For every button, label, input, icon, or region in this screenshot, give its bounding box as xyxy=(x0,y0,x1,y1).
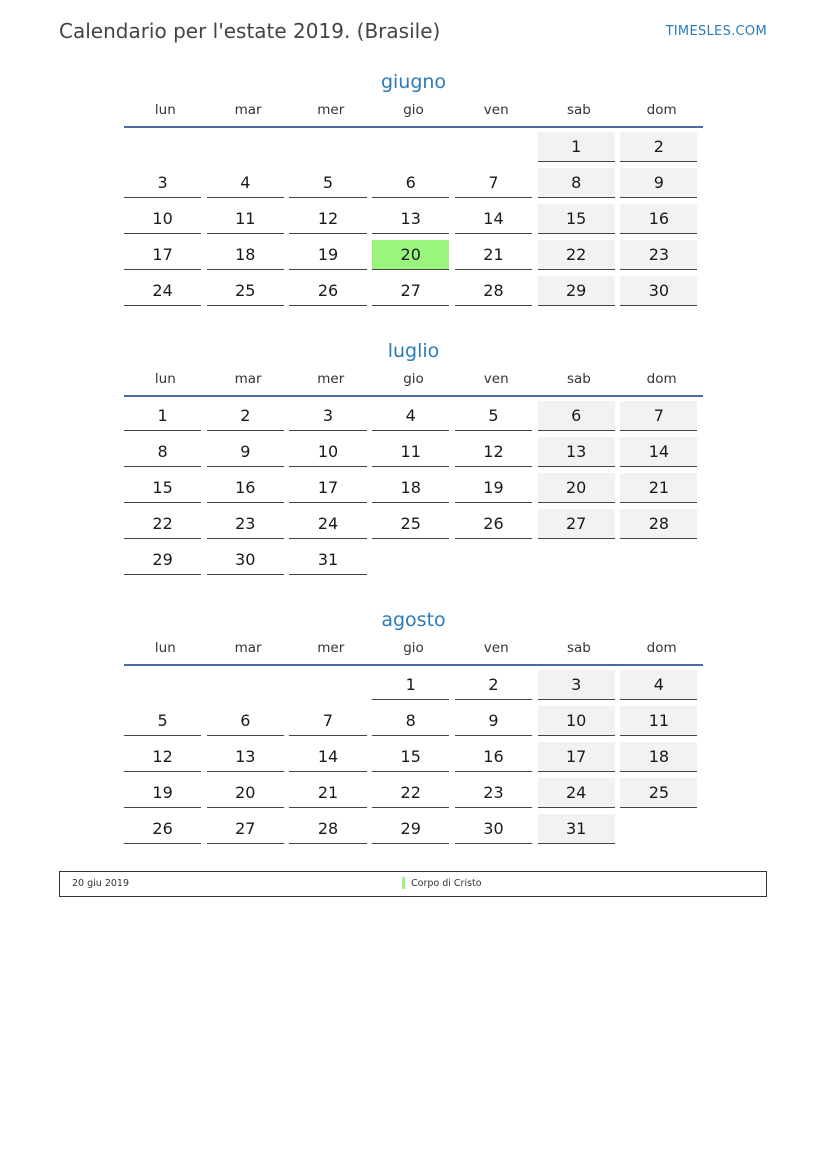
day-cell[interactable]: 14 xyxy=(455,204,532,234)
day-cell[interactable]: 1 xyxy=(124,401,201,431)
day-cell[interactable]: 2 xyxy=(455,670,532,700)
day-cell[interactable]: 20 xyxy=(372,240,449,270)
week-row xyxy=(124,473,703,509)
weekday-label: dom xyxy=(646,371,677,387)
empty-day-cell xyxy=(620,545,697,575)
holiday-legend xyxy=(59,871,767,897)
day-cell[interactable]: 7 xyxy=(289,706,366,736)
day-cell[interactable]: 17 xyxy=(538,742,615,772)
week-row xyxy=(124,204,703,240)
weekday-label: gio xyxy=(403,371,424,387)
day-cell[interactable]: 27 xyxy=(372,276,449,306)
empty-day-cell xyxy=(455,132,532,162)
day-cell[interactable]: 11 xyxy=(620,706,697,736)
day-cell[interactable]: 30 xyxy=(620,276,697,306)
empty-day-cell xyxy=(124,670,201,700)
week-row xyxy=(124,276,703,312)
day-cell[interactable]: 22 xyxy=(124,509,201,539)
week-row xyxy=(124,509,703,545)
day-cell[interactable]: 3 xyxy=(289,401,366,431)
weeks-grid xyxy=(124,397,703,581)
weekday-label: lun xyxy=(154,102,176,118)
legend-holiday-name: Corpo di Cristo xyxy=(411,878,482,889)
day-cell[interactable]: 8 xyxy=(124,437,201,467)
week-row xyxy=(124,778,703,814)
day-cell[interactable]: 25 xyxy=(372,509,449,539)
weekday-header-row xyxy=(124,100,703,128)
day-cell[interactable]: 9 xyxy=(207,437,284,467)
weekday-label: mer xyxy=(317,102,345,118)
day-cell[interactable]: 5 xyxy=(455,401,532,431)
day-cell[interactable]: 31 xyxy=(538,814,615,844)
day-cell[interactable]: 26 xyxy=(124,814,201,844)
day-cell[interactable]: 1 xyxy=(538,132,615,162)
month-luglio xyxy=(124,339,703,581)
day-cell[interactable]: 16 xyxy=(620,204,697,234)
day-cell[interactable]: 29 xyxy=(538,276,615,306)
day-cell[interactable]: 12 xyxy=(124,742,201,772)
day-cell[interactable]: 30 xyxy=(207,545,284,575)
day-cell[interactable]: 6 xyxy=(372,168,449,198)
day-cell[interactable]: 10 xyxy=(289,437,366,467)
week-row xyxy=(124,670,703,706)
day-cell[interactable]: 6 xyxy=(207,706,284,736)
weekday-label: lun xyxy=(154,371,176,387)
month-giugno xyxy=(124,70,703,312)
day-cell[interactable]: 25 xyxy=(620,778,697,808)
day-cell[interactable]: 16 xyxy=(455,742,532,772)
day-cell[interactable]: 27 xyxy=(207,814,284,844)
page-title: Calendario per l'estate 2019. (Brasile) xyxy=(59,19,441,43)
day-cell[interactable]: 4 xyxy=(207,168,284,198)
day-cell[interactable]: 15 xyxy=(124,473,201,503)
month-title: luglio xyxy=(387,340,440,362)
weekday-label: ven xyxy=(483,640,509,656)
day-cell[interactable]: 29 xyxy=(372,814,449,844)
day-cell[interactable]: 19 xyxy=(124,778,201,808)
day-cell[interactable]: 13 xyxy=(372,204,449,234)
day-cell[interactable]: 15 xyxy=(372,742,449,772)
day-cell[interactable]: 3 xyxy=(538,670,615,700)
day-cell[interactable]: 21 xyxy=(289,778,366,808)
day-cell[interactable]: 7 xyxy=(620,401,697,431)
day-cell[interactable]: 11 xyxy=(207,204,284,234)
day-cell[interactable]: 20 xyxy=(538,473,615,503)
weekday-label: mer xyxy=(317,640,345,656)
day-cell[interactable]: 12 xyxy=(455,437,532,467)
day-cell[interactable]: 12 xyxy=(289,204,366,234)
day-cell[interactable]: 3 xyxy=(124,168,201,198)
day-cell[interactable]: 24 xyxy=(124,276,201,306)
week-row xyxy=(124,814,703,850)
day-cell[interactable]: 14 xyxy=(289,742,366,772)
day-cell[interactable]: 10 xyxy=(538,706,615,736)
day-cell[interactable]: 18 xyxy=(372,473,449,503)
week-row xyxy=(124,132,703,168)
weekday-label: sab xyxy=(567,640,591,656)
day-cell[interactable]: 28 xyxy=(289,814,366,844)
week-row xyxy=(124,706,703,742)
day-cell[interactable]: 5 xyxy=(289,168,366,198)
weekday-header-row xyxy=(124,369,703,397)
week-row xyxy=(124,240,703,276)
day-cell[interactable]: 1 xyxy=(372,670,449,700)
weekday-label: ven xyxy=(483,371,509,387)
day-cell[interactable]: 22 xyxy=(372,778,449,808)
day-cell[interactable]: 21 xyxy=(620,473,697,503)
empty-day-cell xyxy=(289,132,366,162)
weekday-label: lun xyxy=(154,640,176,656)
day-cell[interactable]: 24 xyxy=(538,778,615,808)
day-cell[interactable]: 20 xyxy=(207,778,284,808)
day-cell[interactable]: 17 xyxy=(289,473,366,503)
brand-link[interactable]: TIMESLES.COM xyxy=(665,24,767,39)
day-cell[interactable]: 22 xyxy=(538,240,615,270)
day-cell[interactable]: 19 xyxy=(455,473,532,503)
empty-day-cell xyxy=(372,545,449,575)
empty-day-cell xyxy=(538,545,615,575)
day-cell[interactable]: 16 xyxy=(207,473,284,503)
day-cell[interactable]: 11 xyxy=(372,437,449,467)
month-title: agosto xyxy=(381,609,446,631)
day-cell[interactable]: 13 xyxy=(207,742,284,772)
weekday-label: mer xyxy=(317,371,345,387)
month-title: giugno xyxy=(380,71,447,93)
weekday-label: mar xyxy=(234,640,262,656)
day-cell[interactable]: 2 xyxy=(207,401,284,431)
day-cell[interactable]: 23 xyxy=(620,240,697,270)
weekday-label: dom xyxy=(646,102,677,118)
week-row xyxy=(124,168,703,204)
weekday-label: dom xyxy=(646,640,677,656)
day-cell[interactable]: 15 xyxy=(538,204,615,234)
day-cell[interactable]: 9 xyxy=(455,706,532,736)
legend-date: 20 giu 2019 xyxy=(72,878,129,889)
weekday-label: sab xyxy=(567,371,591,387)
weeks-grid xyxy=(124,128,703,312)
day-cell[interactable]: 26 xyxy=(289,276,366,306)
weekday-label: ven xyxy=(483,102,509,118)
empty-day-cell xyxy=(207,132,284,162)
day-cell[interactable]: 4 xyxy=(620,670,697,700)
day-cell[interactable]: 13 xyxy=(538,437,615,467)
empty-day-cell xyxy=(372,132,449,162)
day-cell[interactable]: 7 xyxy=(455,168,532,198)
day-cell[interactable]: 10 xyxy=(124,204,201,234)
weekday-label: gio xyxy=(403,640,424,656)
weekday-label: mar xyxy=(234,102,262,118)
weekday-label: mar xyxy=(234,371,262,387)
day-cell[interactable]: 28 xyxy=(620,509,697,539)
day-cell[interactable]: 31 xyxy=(289,545,366,575)
day-cell[interactable]: 17 xyxy=(124,240,201,270)
day-cell[interactable]: 14 xyxy=(620,437,697,467)
weekday-header-row xyxy=(124,638,703,666)
weeks-grid xyxy=(124,666,703,850)
week-row xyxy=(124,401,703,437)
empty-day-cell xyxy=(124,132,201,162)
week-row xyxy=(124,545,703,581)
week-row xyxy=(124,437,703,473)
day-cell[interactable]: 27 xyxy=(538,509,615,539)
day-cell[interactable]: 9 xyxy=(620,168,697,198)
weekday-label: sab xyxy=(567,102,591,118)
day-cell[interactable]: 28 xyxy=(455,276,532,306)
day-cell[interactable]: 18 xyxy=(207,240,284,270)
day-cell[interactable]: 25 xyxy=(207,276,284,306)
day-cell[interactable]: 8 xyxy=(372,706,449,736)
empty-day-cell xyxy=(207,670,284,700)
weekday-label: gio xyxy=(403,102,424,118)
day-cell[interactable]: 30 xyxy=(455,814,532,844)
empty-day-cell xyxy=(620,814,697,844)
empty-day-cell xyxy=(289,670,366,700)
day-cell[interactable]: 26 xyxy=(455,509,532,539)
day-cell[interactable]: 8 xyxy=(538,168,615,198)
month-agosto xyxy=(124,608,703,850)
empty-day-cell xyxy=(455,545,532,575)
day-cell[interactable]: 29 xyxy=(124,545,201,575)
day-cell[interactable]: 18 xyxy=(620,742,697,772)
holiday-color-marker xyxy=(402,877,405,889)
day-cell[interactable]: 23 xyxy=(207,509,284,539)
day-cell[interactable]: 21 xyxy=(455,240,532,270)
day-cell[interactable]: 23 xyxy=(455,778,532,808)
day-cell[interactable]: 24 xyxy=(289,509,366,539)
week-row xyxy=(124,742,703,778)
day-cell[interactable]: 4 xyxy=(372,401,449,431)
day-cell[interactable]: 5 xyxy=(124,706,201,736)
day-cell[interactable]: 19 xyxy=(289,240,366,270)
day-cell[interactable]: 6 xyxy=(538,401,615,431)
day-cell[interactable]: 2 xyxy=(620,132,697,162)
